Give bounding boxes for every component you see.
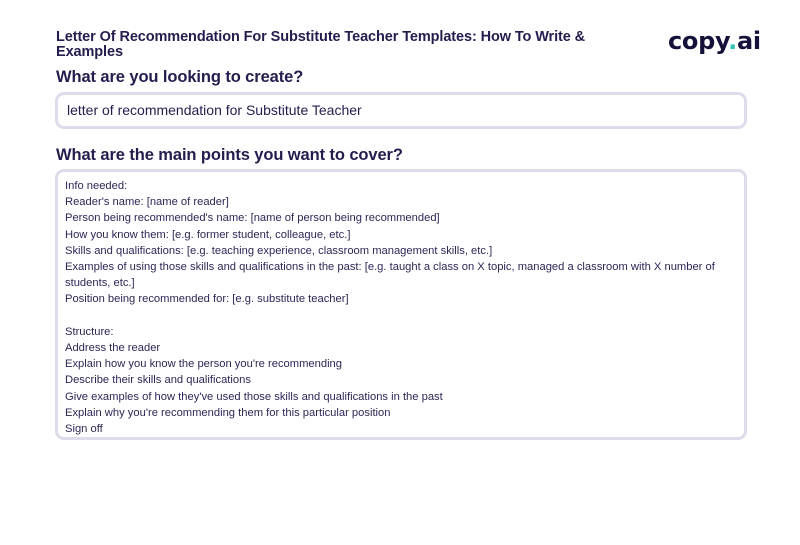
logo-dot: . <box>728 27 737 55</box>
points-line: How you know them: [e.g. former student, colleague, etc.] <box>65 228 351 241</box>
logo-text-suffix: ai <box>736 27 761 55</box>
points-line: Examples of using those skills and qualifications in the past: [e.g. taught a class on X topic, managed a classroom with X number of students, etc.] <box>65 261 718 290</box>
points-blank-line <box>65 308 734 324</box>
points-line: Give examples of how they've used those skills and qualifications in the past <box>65 390 443 403</box>
points-line: Skills and qualifications: [e.g. teaching experience, classroom management skills, etc.] <box>65 244 493 257</box>
points-line: Describe their skills and qualifications <box>65 374 251 387</box>
logo-text-main: copy <box>668 27 729 55</box>
create-input[interactable] <box>55 92 747 129</box>
points-line: Person being recommended's name: [name of person being recommended] <box>65 212 440 225</box>
copy-ai-logo[interactable] <box>668 27 761 55</box>
main-points-content[interactable] <box>65 178 734 437</box>
points-line: Explain why you're recommending them for this particular position <box>65 406 391 419</box>
points-line: Address the reader <box>65 342 161 355</box>
points-line: Sign off <box>65 423 103 436</box>
points-line: Explain how you know the person you're recommending <box>65 358 343 371</box>
main-points-question-label: What are the main points you want to cover? <box>56 146 403 164</box>
points-line: Info needed: <box>65 180 128 192</box>
points-line: Structure: <box>65 325 114 338</box>
page-title: Letter Of Recommendation For Substitute Teacher Templates: How To Write & Examples <box>56 29 585 60</box>
create-input-value[interactable]: letter of recommendation for Substitute Teacher <box>67 102 362 118</box>
create-question-label: What are you looking to create? <box>56 68 304 86</box>
points-line: Position being recommended for: [e.g. substitute teacher] <box>65 293 349 306</box>
points-line: Reader's name: [name of reader] <box>65 196 229 209</box>
main-points-textarea[interactable] <box>55 169 747 440</box>
